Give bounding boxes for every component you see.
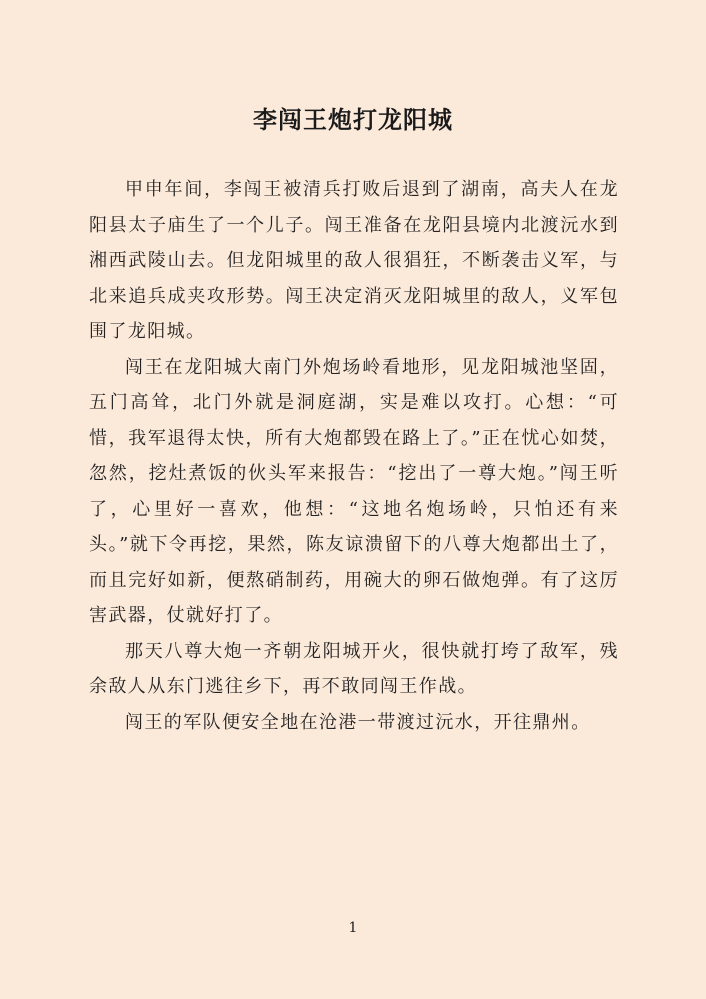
paragraph-1: 甲申年间，李闯王被清兵打败后退到了湖南，高夫人在龙阳县太子庙生了一个儿子。闯王准备在龙阳县境内北渡沅水到湘西武陵山去。但龙阳城里的敌人很猖狂，不断袭击义军，与北来追兵成夹攻形势。闯王决定消灭龙阳城里的敌人，义军包围了龙阳城。 <box>89 179 619 342</box>
page-number: 1 <box>348 920 358 936</box>
body-text <box>89 172 619 740</box>
paragraph-3: 那天八尊大炮一齐朝龙阳城开火，很快就打垮了敌军，残余敌人从东门逃往乡下，再不敢同闯王作战。 <box>89 640 619 697</box>
page-title: 李闯王炮打龙阳城 <box>253 105 453 134</box>
paragraph-2: 闯王在龙阳城大南门外炮场岭看地形，见龙阳城池坚固，五门高耸，北门外就是洞庭湖，实是难以攻打。心想：“可惜，我军退得太快，所有大炮都毁在路上了。”正在忧心如焚，忽然，挖灶煮饭的伙头军来报告：“挖出了一尊大炮。”闯王听了，心里好一喜欢，他想：“这地名炮场岭，只怕还有来头。”就下令再挖，果然，陈友谅溃留下的八尊大炮都出土了，而且完好如新，便熬硝制药，用碗大的卵石做炮弹。有了这厉害武器，仗就好打了。 <box>89 356 619 626</box>
paragraph-4: 闯王的军队便安全地在沧港一带渡过沅水，开往鼎州。 <box>125 711 591 733</box>
